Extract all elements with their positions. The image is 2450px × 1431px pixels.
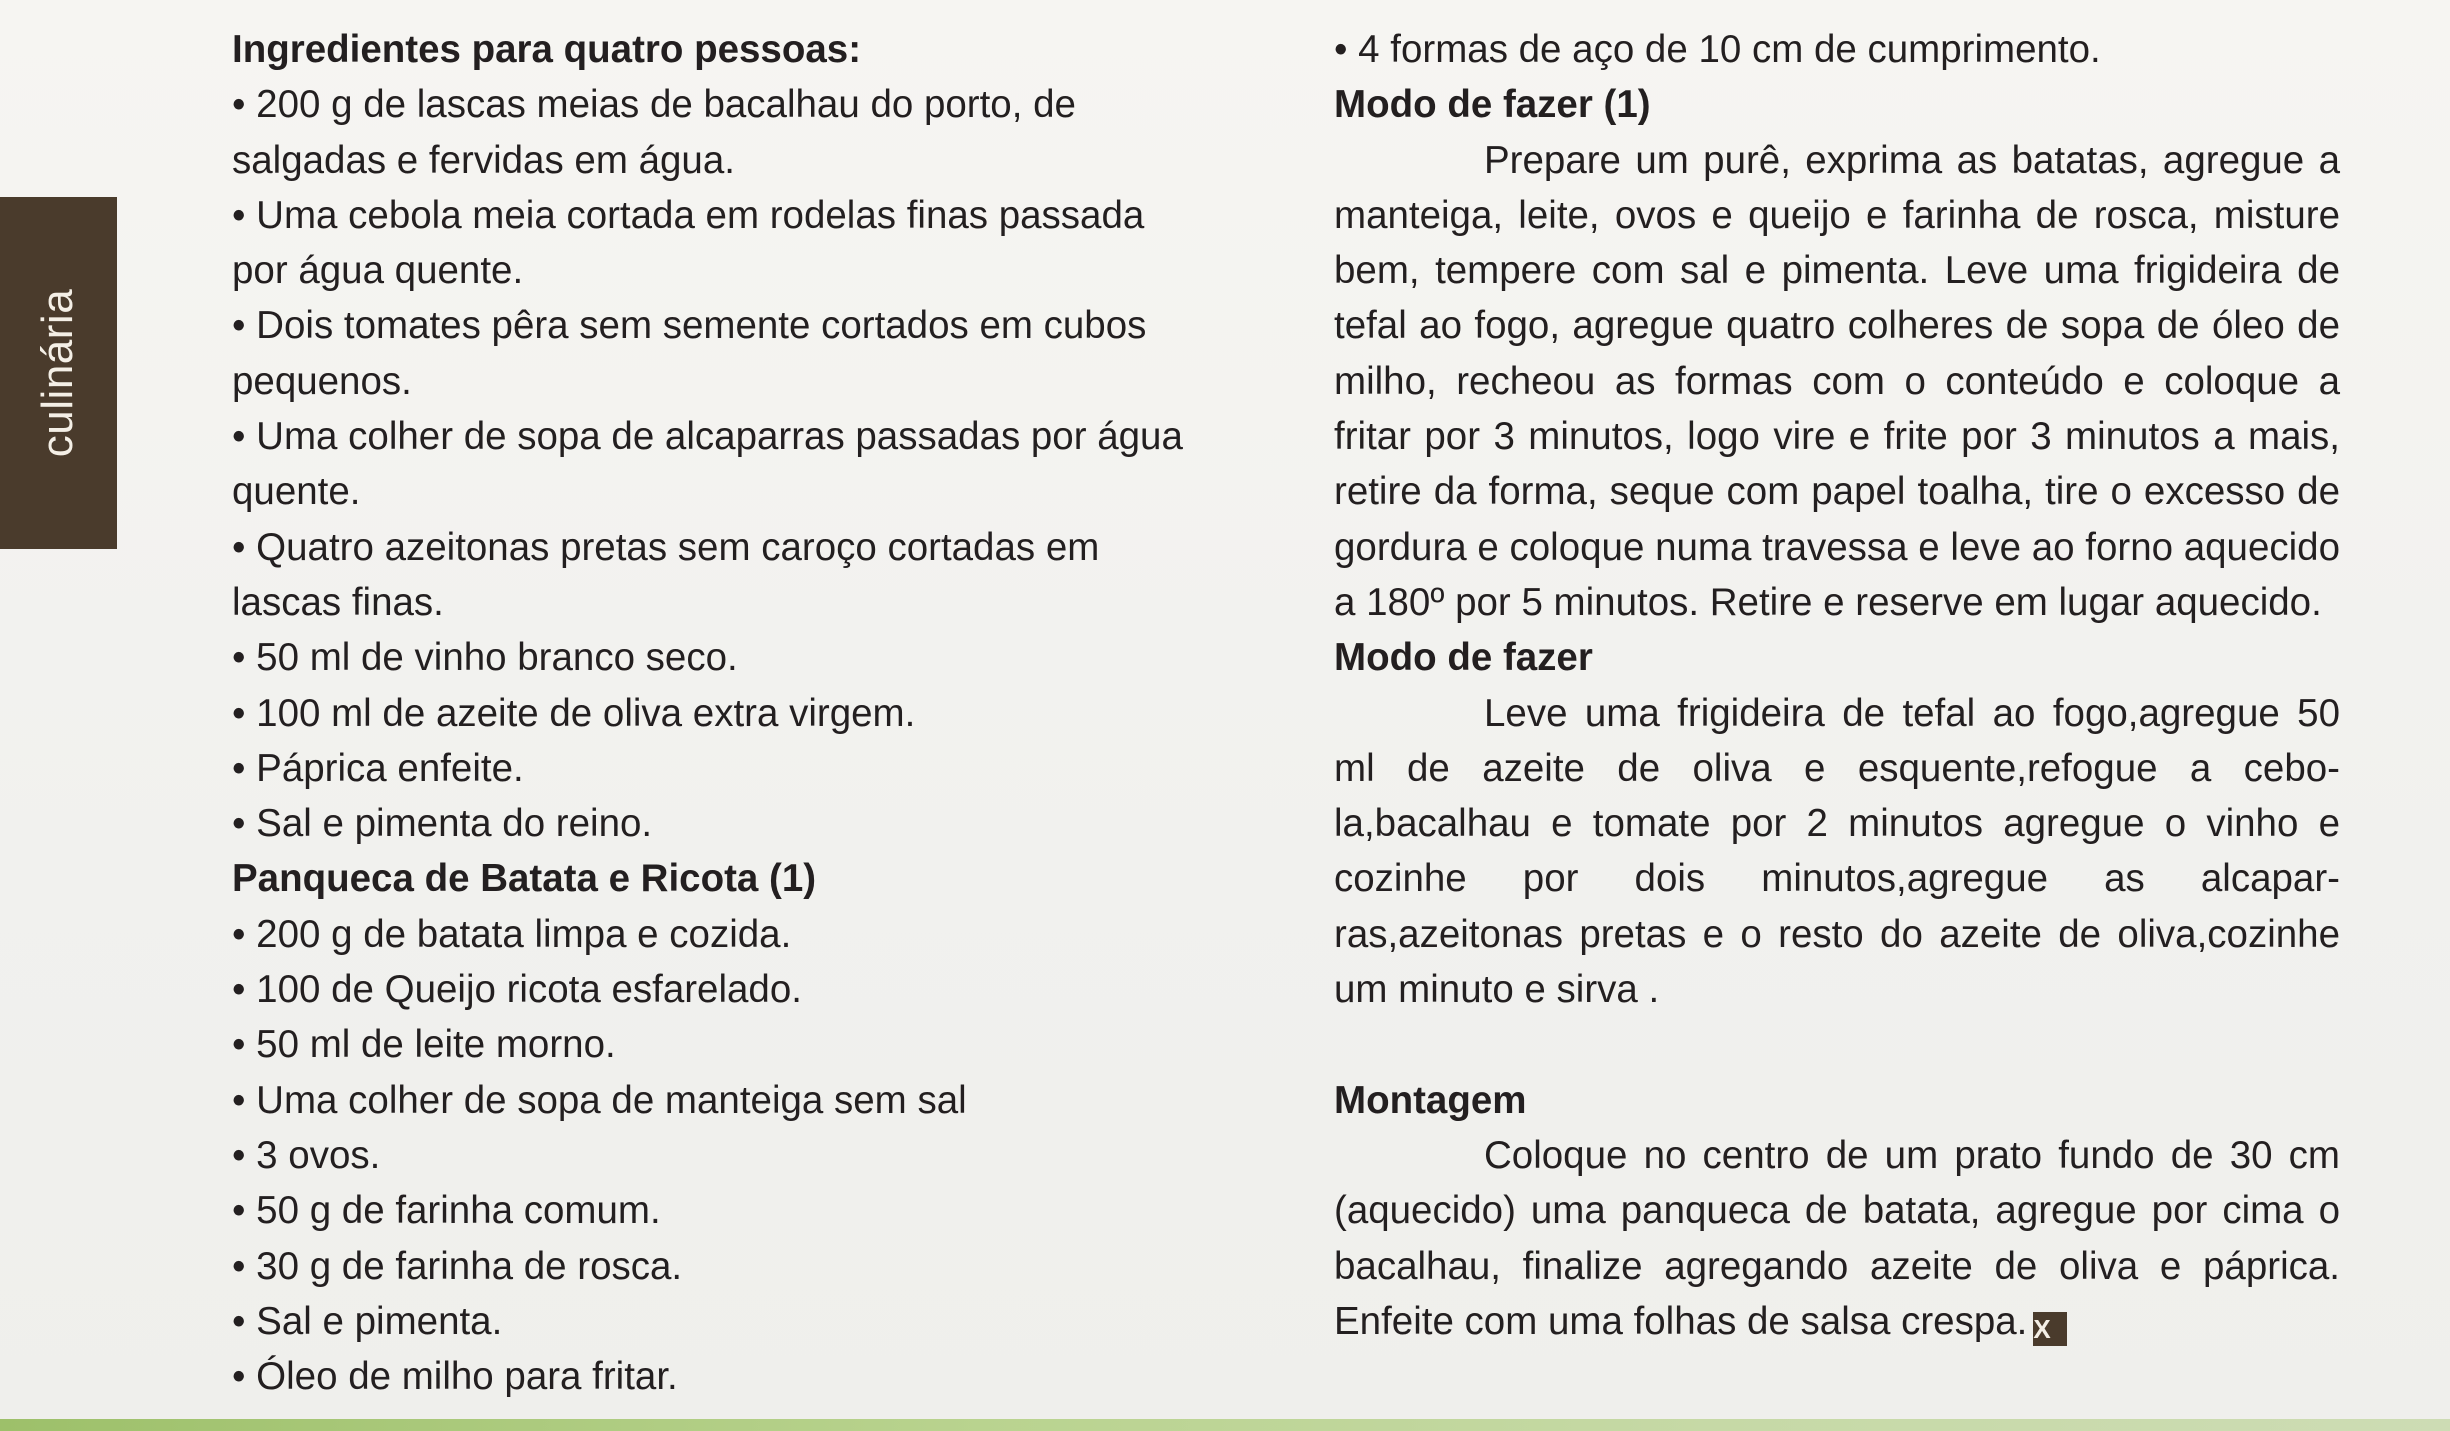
panqueca-heading: Panqueca de Batata e Ricota (1) <box>232 857 817 901</box>
list-item: • Óleo de milho para fritar. <box>232 1355 678 1399</box>
list-item: • 30 g de farinha de rosca. <box>232 1244 683 1288</box>
list-item: • Quatro azeitonas pretas sem caroço cortadas em <box>232 525 1100 569</box>
end-of-article-icon: X <box>2033 1312 2067 1346</box>
modo-de-fazer-1-body: Prepare um purê, exprima as batatas, agregue a manteiga, leite, ovos e queijo e farinha de rosca, misture bem, tempere com sal e pimenta. Leve uma frigideira de tefal ao fogo, agregue quatro colheres de sopa de óleo de milho, recheou as formas com o conteúdo e coloque a fritar por 3 minutos, logo vire e frite por 3 minutos a mais, retire da forma, seque com papel toalha, tire o excesso de gordura e coloque numa travessa e leve ao forno aquecido a 180º por 5 minutos. Retire e reserve em lugar aquecido. <box>1334 138 2340 624</box>
list-item: pequenos. <box>232 359 412 403</box>
list-item: • 50 g de farinha comum. <box>232 1189 661 1233</box>
list-item: salgadas e fervidas em água. <box>232 138 735 182</box>
section-tab-label: culinária <box>33 288 82 458</box>
list-item: • 100 ml de azeite de oliva extra virgem. <box>232 691 916 735</box>
list-item: • Páprica enfeite. <box>232 746 524 790</box>
modo-de-fazer-body: Leve uma frigideira de tefal ao fogo,agregue 50 ml de azeite de oliva e esquente,refogue a cebo-la,bacalhau e tomate por 2 minutos agregue o vinho e cozinhe por dois minutos,agregue as alcapar-ras,azeitonas pretas e o resto do azeite de oliva,cozinhe um minuto e sirva . <box>1334 691 2340 1012</box>
montagem-heading: Montagem <box>1334 1078 1527 1122</box>
list-item: • Uma cebola meia cortada em rodelas finas passada <box>232 193 1145 237</box>
modo-de-fazer-text <box>1334 686 2340 1018</box>
list-item: • 200 g de batata limpa e cozida. <box>232 912 792 956</box>
list-item: • Dois tomates pêra sem semente cortados em cubos <box>232 304 1147 348</box>
left-column <box>232 22 1252 1404</box>
list-item: • 100 de Queijo ricota esfarelado. <box>232 968 802 1012</box>
list-item: • Sal e pimenta do reino. <box>232 802 653 846</box>
modo-de-fazer-1-heading: Modo de fazer (1) <box>1334 83 1651 127</box>
list-item: • 50 ml de leite morno. <box>232 1023 616 1067</box>
list-item: • Uma colher de sopa de manteiga sem sal <box>232 1078 967 1122</box>
right-column <box>1334 22 2340 1349</box>
montagem-body: Coloque no centro de um prato fundo de 30 cm (aquecido) uma panqueca de batata, agregue por cima o bacalhau, finalize agregando azeite de oliva e páprica. Enfeite com uma folhas de salsa crespa. <box>1334 1133 2340 1343</box>
montagem-text <box>1334 1128 2340 1349</box>
list-item: por água quente. <box>232 249 524 293</box>
list-item: • Uma colher de sopa de alcaparras passadas por água <box>232 415 1183 459</box>
formas-item: • 4 formas de aço de 10 cm de cumprimento. <box>1334 28 2101 71</box>
modo-de-fazer-heading: Modo de fazer <box>1334 636 1593 680</box>
panqueca-list <box>232 907 1252 1405</box>
list-item: • 50 ml de vinho branco seco. <box>232 636 738 680</box>
list-item: quente. <box>232 470 361 514</box>
ingredients-heading: Ingredientes para quatro pessoas: <box>232 28 862 71</box>
list-item: lascas finas. <box>232 580 444 624</box>
spacer <box>1334 1017 2340 1072</box>
list-item: • 200 g de lascas meias de bacalhau do porto, de <box>232 83 1076 127</box>
list-item: • 3 ovos. <box>232 1133 381 1177</box>
list-item: • Sal e pimenta. <box>232 1299 503 1343</box>
modo-de-fazer-1-text <box>1334 133 2340 631</box>
ingredients-list <box>232 77 1252 851</box>
bottom-color-strip <box>0 1419 2450 1431</box>
